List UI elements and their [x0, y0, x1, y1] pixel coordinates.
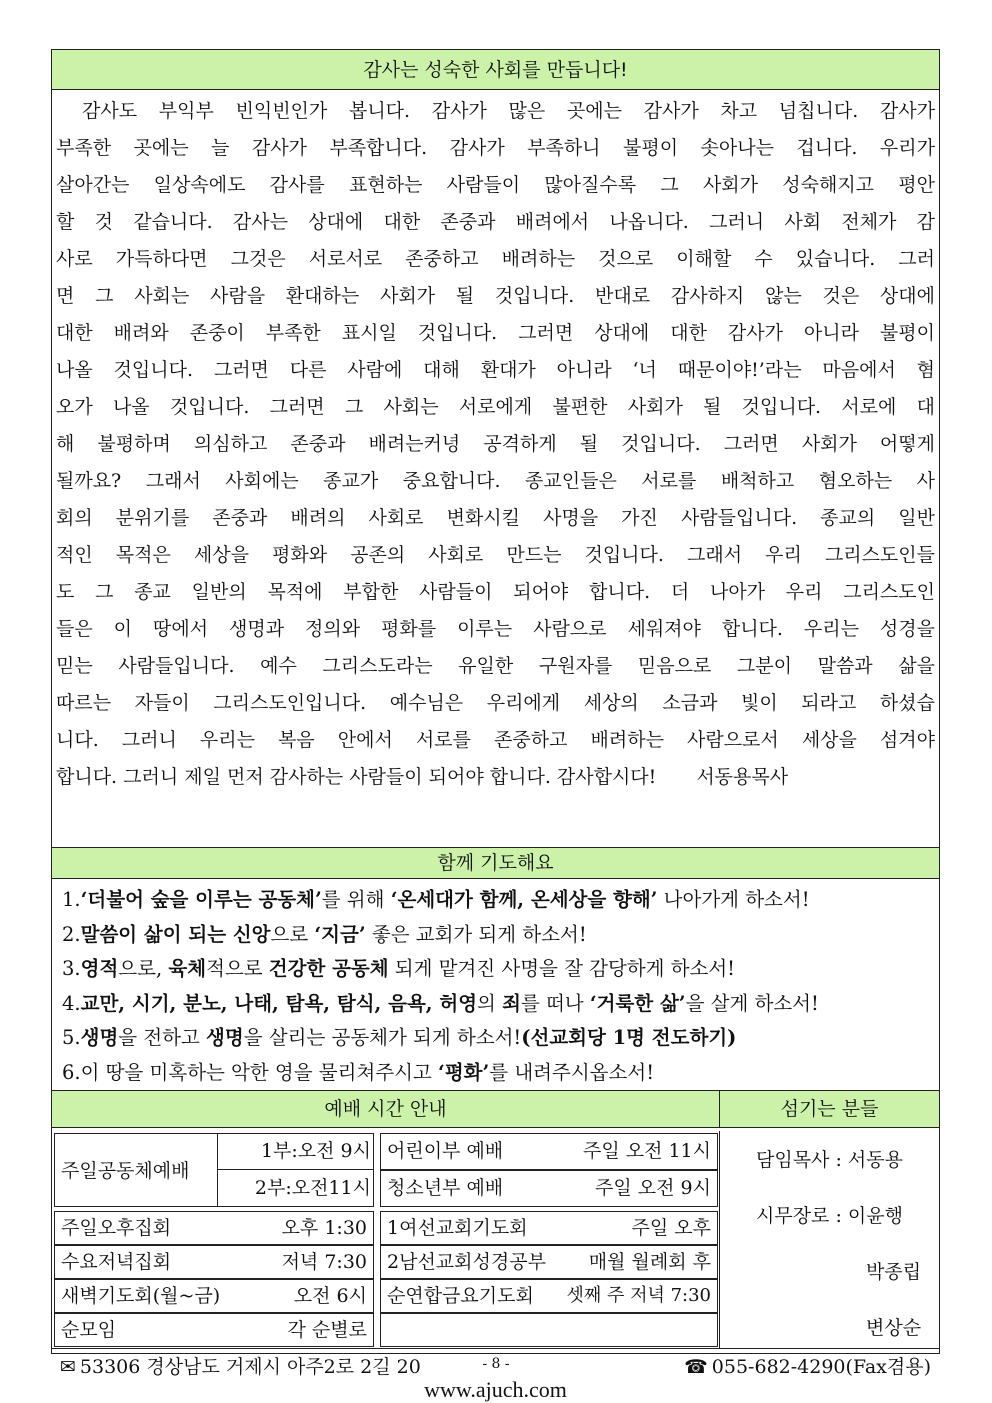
prayer-text: 3.: [62, 957, 81, 980]
prayer-emphasis: 생명: [80, 1026, 119, 1049]
women-prayer-name: 1여선교회기도회: [387, 1217, 528, 1239]
essay-line-text: 니다. 그러니 우리는 복음 안에서 서로를 존중하고 배려하는 사람으로서 세상을 섬겨야: [56, 729, 935, 751]
essay-line: [56, 463, 935, 500]
prayer-list: [52, 879, 939, 1091]
essay-line: [56, 537, 935, 574]
essay-line-text: 따르는 자들이 그리스도인입니다. 예수님은 우리에게 세상의 소금과 빛이 되라고 하셨습: [56, 692, 935, 714]
sunday-afternoon-row: [54, 1211, 374, 1245]
essay-line-text: 적인 목적은 세상을 평화와 공존의 사회로 만드는 것입니다. 그래서 우리 그리스도인들: [56, 544, 935, 566]
essay-line-text: 대한 배려와 존중이 부족한 표시일 것입니다. 그러면 상대에 대한 감사가 아니라 불평이: [56, 322, 935, 344]
prayer-text: 6.이 땅을 미혹하는 악한 영을 물리쳐주시고: [62, 1060, 439, 1084]
prayer-emphasis: ‘지금’: [314, 922, 366, 946]
phone-text: 055-682-4290(Fax겸용): [711, 1356, 931, 1378]
essay-line: [56, 130, 935, 167]
prayer-text: 4.: [62, 991, 81, 1015]
essay-line-text: 들은 이 땅에서 생명과 정의와 평화를 이루는 사람으로 세워져야 합니다. 우리는 성경을: [56, 618, 935, 640]
sunday-afternoon-time: 오후 1:30: [281, 1217, 367, 1239]
essay-line: [56, 685, 935, 722]
prayer-item: [62, 952, 931, 987]
essay-line: [56, 352, 935, 389]
essay-line-text: 합니다. 그러니 제일 먼저 감사하는 사람들이 되어야 합니다. 감사합시다!: [56, 766, 657, 788]
prayer-text: 좋은 교회가 되게 하소서!: [365, 922, 587, 946]
youth-service-time: 주일 오전 9시: [595, 1177, 711, 1199]
prayer-emphasis: (선교회당 1명 전도하기): [521, 1026, 737, 1049]
prayer-text: 의: [477, 991, 503, 1015]
essay-line: [56, 167, 935, 204]
essay-line-text: 회의 분위기를 존중과 배려의 사회로 변화시킬 사명을 가진 사람들입니다. 종교의 일반: [56, 507, 935, 529]
essay-line: [56, 426, 935, 463]
website-link[interactable]: www.ajuch.com: [424, 1377, 567, 1402]
men-bible-study-row: [380, 1245, 718, 1279]
address-text: 53306 경상남도 거제시 아주2로 2길 20: [79, 1356, 421, 1378]
essay-line: [56, 241, 935, 278]
prayer-text: 으로: [270, 922, 315, 946]
prayer-item: [62, 1056, 931, 1091]
senior-pastor: 담임목사 : 서동용: [756, 1149, 903, 1171]
prayer-text: 를 내려주시옵소서!: [489, 1060, 655, 1084]
united-prayer-row: [380, 1279, 718, 1313]
prayer-text: 을 살게 하소서!: [685, 991, 819, 1015]
dawn-prayer-name: 새벽기도회(월~금): [61, 1285, 221, 1307]
wednesday-time: 저녁 7:30: [281, 1251, 367, 1273]
prayer-emphasis: 교만, 시기, 분노, 나태, 탐욕, 탐식, 음욕, 허영: [80, 991, 478, 1015]
essay-line: [56, 611, 935, 648]
women-prayer-time: 주일 오후: [631, 1217, 711, 1239]
prayer-emphasis: 말씀이 삶이 되는 신앙: [80, 922, 271, 946]
service-times-title: 예배 시간 안내: [52, 1091, 720, 1128]
prayer-item: [62, 918, 931, 953]
prayer-title: 함께 기도해요: [52, 848, 939, 879]
essay-line: [56, 93, 935, 130]
essay-line-text: 해 불평하며 의심하고 존중과 배려는커녕 공격하게 될 것입니다. 그러면 사회가 어떻게: [56, 433, 935, 455]
essay-line: [56, 315, 935, 352]
essay-line: [56, 722, 935, 759]
children-service-name: 어린이부 예배: [387, 1140, 504, 1162]
page-number: - 8 -: [482, 1356, 510, 1372]
essay-line-text: 면 그 사회는 사람을 환대하는 사회가 될 것입니다. 반대로 감사하지 않는 것은 상대에: [56, 285, 935, 307]
essay-line-text: 믿는 사람들입니다. 예수 그리스도라는 유일한 구원자를 믿음으로 그분이 말씀과 삶을: [56, 655, 935, 677]
essay-line-text: 나올 것입니다. 그러면 다른 사람에 대해 환대가 아니라 ‘너 때문이야!’라는 마음에서 혐: [56, 359, 935, 381]
first-service-time: 1부:오전 9시: [217, 1133, 374, 1170]
phone-icon: ☎: [684, 1356, 708, 1378]
prayer-item: [62, 883, 931, 918]
wednesday-row: [54, 1245, 374, 1279]
cell-meeting-time: 각 순별로: [287, 1319, 367, 1341]
essay-title: 감사는 성숙한 사회를 만듭니다!: [52, 50, 939, 90]
children-service-row: [380, 1133, 718, 1170]
prayer-text: 을 살리는 공동체가 되게 하소서!: [243, 1026, 522, 1049]
elder-3: 변상순: [866, 1317, 922, 1339]
prayer-text: 를 위해: [321, 888, 391, 911]
prayer-text: 를 떠나: [520, 991, 590, 1015]
women-prayer-row: [380, 1211, 718, 1245]
essay-line: [56, 278, 935, 315]
second-service-time: 2부:오전11시: [217, 1170, 374, 1207]
prayer-item: [62, 1021, 931, 1056]
cell-meeting-name: 순모임: [61, 1319, 117, 1341]
men-bible-study-time: 매월 월례회 후: [588, 1251, 711, 1273]
mail-icon: ✉: [60, 1356, 76, 1378]
empty-cell: [380, 1313, 718, 1347]
men-bible-study-name: 2남선교회성경공부: [387, 1251, 546, 1273]
wednesday-name: 수요저녁집회: [61, 1251, 172, 1273]
essay-line: [56, 500, 935, 537]
essay-line: [56, 204, 935, 241]
prayer-text: 나아가게 하소서!: [657, 888, 810, 911]
essay-line: [56, 648, 935, 685]
essay-line-text: 감사도 부익부 빈익빈인가 봅니다. 감사가 많은 곳에는 감사가 차고 넘칩니다. 감사가: [82, 100, 935, 122]
dawn-prayer-row: [54, 1279, 374, 1313]
prayer-text: 5.: [62, 1026, 81, 1049]
essay-line-text: 도 그 종교 일반의 목적에 부합한 사람들이 되어야 합니다. 더 나아가 우리 그리스도인: [56, 581, 935, 603]
prayer-text: 으로,: [118, 957, 169, 980]
essay-line-text: 될까요? 그래서 사회에는 종교가 중요합니다. 종교인들은 서로를 배척하고 혐오하는 사: [56, 470, 935, 492]
sunday-afternoon-name: 주일오후집회: [61, 1217, 172, 1239]
prayer-emphasis: 생명: [206, 1026, 244, 1049]
essay-line-text: 오가 나올 것입니다. 그러면 그 사회는 서로에게 불편한 사회가 될 것입니다. 서로에 대: [56, 396, 935, 418]
prayer-emphasis: ‘더불어 숲을 이루는 공동체’: [80, 888, 322, 911]
prayer-emphasis: 죄: [502, 991, 521, 1015]
prayer-emphasis: ‘온세대가 함께, 온세상을 향해’: [390, 888, 658, 911]
essay-line-text: 할 것 같습니다. 감사는 상대에 대한 존중과 배려에서 나옵니다. 그러니 사회 전체가 감: [56, 211, 935, 233]
service-times-table: [52, 1131, 720, 1348]
essay-line: [56, 574, 935, 611]
essay-signature: 서동용목사: [696, 766, 789, 788]
youth-service-name: 청소년부 예배: [387, 1177, 504, 1199]
children-service-time: 주일 오전 11시: [582, 1140, 711, 1162]
elder: 시무장로 : 이윤행: [756, 1205, 903, 1227]
prayer-emphasis: ‘평화’: [438, 1060, 490, 1084]
dawn-prayer-time: 오전 6시: [293, 1285, 367, 1307]
prayer-emphasis: 건강한 공동체: [268, 957, 389, 980]
prayer-text: 2.: [62, 922, 81, 946]
essay-line: [56, 389, 935, 426]
essay-line: [56, 759, 935, 796]
prayer-text: 되게 맡겨진 사명을 잘 감당하게 하소서!: [388, 957, 736, 980]
prayer-text: 1.: [62, 888, 81, 911]
sunday-community-cell: [54, 1133, 374, 1207]
united-prayer-name: 순연합금요기도회: [387, 1285, 534, 1307]
youth-service-row: [380, 1170, 718, 1207]
bulletin-page: [51, 49, 940, 1402]
prayer-item: [62, 987, 931, 1022]
staff-panel: [720, 1131, 939, 1348]
prayer-text: 을 전하고: [118, 1026, 207, 1049]
united-prayer-time: 셋째 주 저녁 7:30: [566, 1285, 711, 1306]
prayer-text: 적으로: [206, 957, 269, 980]
essay-line-text: 살아간는 일상속에도 감사를 표현하는 사람들이 많아질수록 그 사회가 성숙해지고 평안: [56, 174, 935, 196]
sunday-community-label: 주일공동체예배: [61, 1160, 190, 1182]
prayer-emphasis: 육체: [168, 957, 207, 980]
prayer-emphasis: ‘거룩한 삶’: [589, 991, 686, 1015]
prayer-emphasis: 영적: [80, 957, 119, 980]
essay-line-text: 사로 가득하다면 그것은 서로서로 존중하고 배려하는 것으로 이해할 수 있습니다. 그러: [56, 248, 935, 270]
cell-meeting-row: [54, 1313, 374, 1347]
essay-body: [52, 90, 939, 848]
essay-line-text: 부족한 곳에는 늘 감사가 부족합니다. 감사가 부족하니 불평이 솟아나는 겁니다. 우리가: [56, 137, 935, 159]
staff-title: 섬기는 분들: [720, 1091, 939, 1128]
elder-2: 박종립: [866, 1261, 922, 1283]
